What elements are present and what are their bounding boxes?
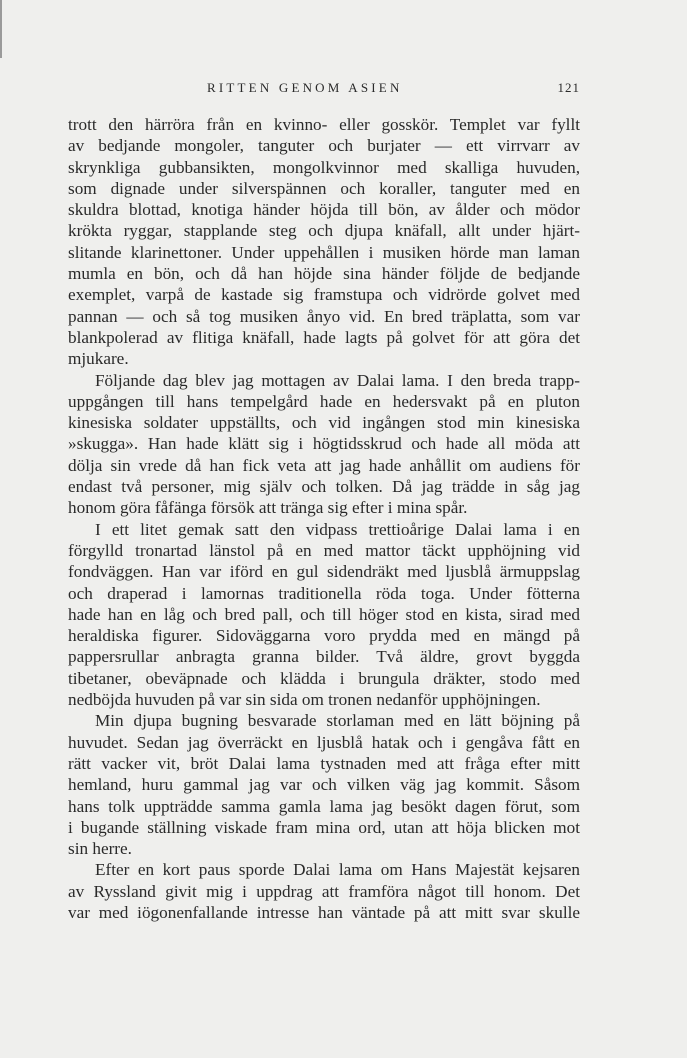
scan-edge	[0, 0, 2, 58]
text-line: hans tolk uppträdde samma gamla lama jag besökt dagen förut, som	[68, 796, 580, 816]
text-line: skrynkliga gubbansikten, mongolkvinnor med skalliga huvuden,	[68, 157, 580, 177]
text-line: honom göra fåfänga försök att tränga sig efter i mina spår.	[68, 498, 468, 518]
text-line: heraldiska figurer. Sidoväggarna voro prydda med en mängd på	[68, 626, 580, 646]
text-line: trott den härröra från en kvinno- eller gosskör. Templet var fyllt	[68, 115, 580, 134]
text-line: mumla en bön, och då han höjde sina händer följde de bedjande	[68, 264, 580, 284]
running-title: RITTEN GENOM ASIEN	[207, 80, 403, 95]
text-line: blankpolerad av flitiga knäfall, hade lagts på golvet för att göra det	[68, 327, 580, 347]
text-line: och draperad i lamornas traditionella röda toga. Under fötterna	[68, 583, 580, 603]
text-line: var med iögonenfallande intresse han väntade på att mitt svar skulle	[68, 902, 580, 922]
text-line: Efter en kort paus sporde Dalai lama om Hans Majestät kejsaren	[95, 860, 580, 880]
text-line: tibetaner, obeväpnade och klädda i brungula dräkter, stodo med	[68, 668, 580, 688]
text-line: exemplet, varpå de kastade sig framstupa och vidrörde golvet med	[68, 285, 580, 305]
text-line: »skugga». Han hade klätt sig i högtidsskrud och hade all möda att	[68, 434, 580, 454]
body-text	[68, 114, 580, 923]
text-line: dölja sin vrede då han fick veta att jag hade anhållit om audiens för	[68, 455, 580, 475]
text-line: Min djupa bugning besvarade storlaman med en lätt böjning på	[95, 711, 580, 731]
text-line: rätt vacker vit, bröt Dalai lama tystnaden med att fråga efter mitt	[68, 753, 580, 773]
text-line: huvudet. Sedan jag överräckt en ljusblå hatak och i gengåva fått en	[68, 732, 580, 752]
text-line: I ett litet gemak satt den vidpass trettioårige Dalai lama i en	[95, 519, 580, 539]
text-line: i bugande ställning viskade fram mina ord, utan att höja blicken mot	[68, 817, 580, 837]
text-line: av bedjande mongoler, tanguter och burjater — ett virrvarr av	[68, 136, 580, 156]
text-line: av Ryssland givit mig i uppdrag att framföra något till honom. Det	[68, 881, 580, 901]
text-line: uppgången till hans tempelgård hade en hedersvakt på en pluton	[68, 391, 580, 411]
text-line: hade han en låg och bred pall, och till höger stod en kista, sirad med	[68, 604, 580, 624]
page-number: 121	[557, 80, 580, 95]
text-line: skuldra blottad, knotiga händer höjda till bön, av ålder och mödor	[68, 200, 580, 220]
text-line: kinesiska soldater uppställts, och vid ingången stod min kinesiska	[68, 413, 580, 433]
running-header	[68, 80, 580, 100]
text-line: krökta ryggar, stapplande steg och djupa knäfall, allt under hjärt-	[68, 221, 580, 241]
text-line: endast två personer, mig själv och tolken. Då jag trädde in såg jag	[68, 477, 580, 497]
text-line: pannan — och så tog musiken ånyo vid. En bred träplatta, som var	[68, 306, 580, 326]
text-line: fondväggen. Han var iförd en gul sidendräkt med ljusblå ärmuppslag	[68, 562, 580, 582]
text-line: som dignade under silverspännen och koraller, tanguter med en	[68, 178, 580, 198]
text-line: slitande klarinettoner. Under uppehållen i musiken hörde man laman	[68, 242, 580, 262]
text-line: pappersrullar anbragta granna bilder. Två äldre, grovt byggda	[68, 647, 580, 667]
text-line: nedböjda huvuden på var sin sida om tronen nedanför upphöjningen.	[68, 690, 541, 710]
text-line: förgylld tronartad länstol på en med mattor täckt upphöjning vid	[68, 540, 580, 560]
text-line: Följande dag blev jag mottagen av Dalai lama. I den breda trapp-	[95, 370, 580, 390]
text-line: sin herre.	[68, 839, 132, 859]
text-line: mjukare.	[68, 349, 129, 369]
text-line: hemland, huru gammal jag var och vilken väg jag kommit. Såsom	[68, 775, 580, 795]
